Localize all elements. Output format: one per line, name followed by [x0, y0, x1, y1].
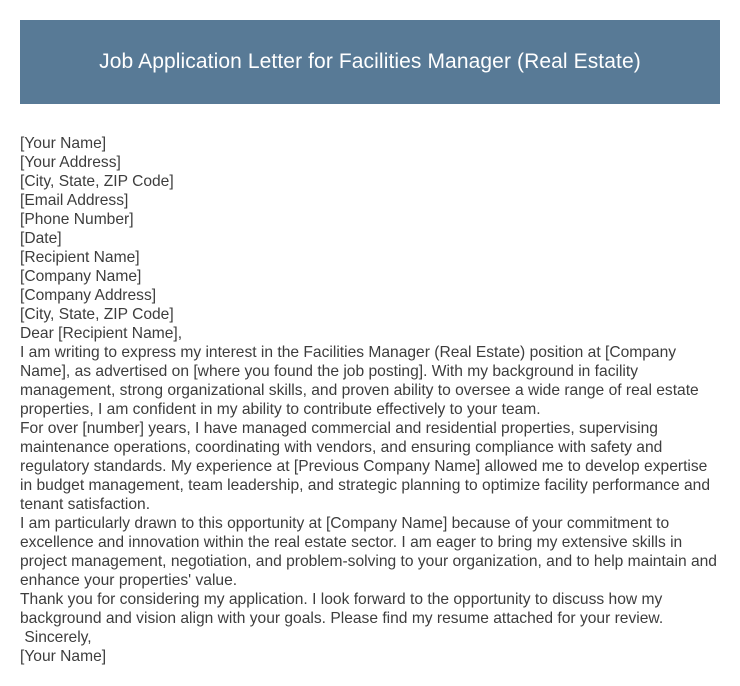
paragraph-experience: For over [number] years, I have managed commercial and residential properties, supervising maintenance operations, coordinating with vendors, and ensuring compliance with safety and regulatory standards. My experience at [Previous Company Name] allowed me to develop expertise in budget management, team leadership, and strategic planning to optimize facility performance and tenant satisfaction.	[20, 420, 710, 513]
letter-body	[20, 134, 720, 666]
sender-phone: [Phone Number]	[20, 211, 134, 228]
recipient-name: [Recipient Name]	[20, 249, 140, 266]
paragraph-closing: Thank you for considering my application. I look forward to the opportunity to discuss how my background and vision align with your goals. Please find my resume attached for your review.	[20, 591, 664, 627]
closing: Sincerely,	[20, 629, 92, 646]
sender-city-state-zip: [City, State, ZIP Code]	[20, 173, 174, 190]
document-header	[20, 20, 720, 104]
paragraph-intro: I am writing to express my interest in the Facilities Manager (Real Estate) position at [Company Name], as advertised on [where you found the job posting]. With my background in facility management, strong organizational skills, and proven ability to oversee a wide range of real estate properties, I am confident in my ability to contribute effectively to your team.	[20, 344, 699, 418]
salutation: Dear [Recipient Name],	[20, 325, 183, 342]
sender-address: [Your Address]	[20, 154, 121, 171]
sender-name: [Your Name]	[20, 135, 107, 152]
letter-date: [Date]	[20, 230, 62, 247]
signature-name: [Your Name]	[20, 648, 107, 665]
paragraph-motivation: I am particularly drawn to this opportunity at [Company Name] because of your commitment to excellence and innovation within the real estate sector. I am eager to bring my extensive skills in project management, negotiation, and problem-solving to your organization, and to help maintain and enhance your properties' value.	[20, 515, 717, 589]
recipient-company: [Company Name]	[20, 268, 142, 285]
recipient-city-state-zip: [City, State, ZIP Code]	[20, 306, 174, 323]
document-title: Job Application Letter for Facilities Manager (Real Estate)	[99, 50, 641, 73]
recipient-company-address: [Company Address]	[20, 287, 157, 304]
sender-email: [Email Address]	[20, 192, 129, 209]
